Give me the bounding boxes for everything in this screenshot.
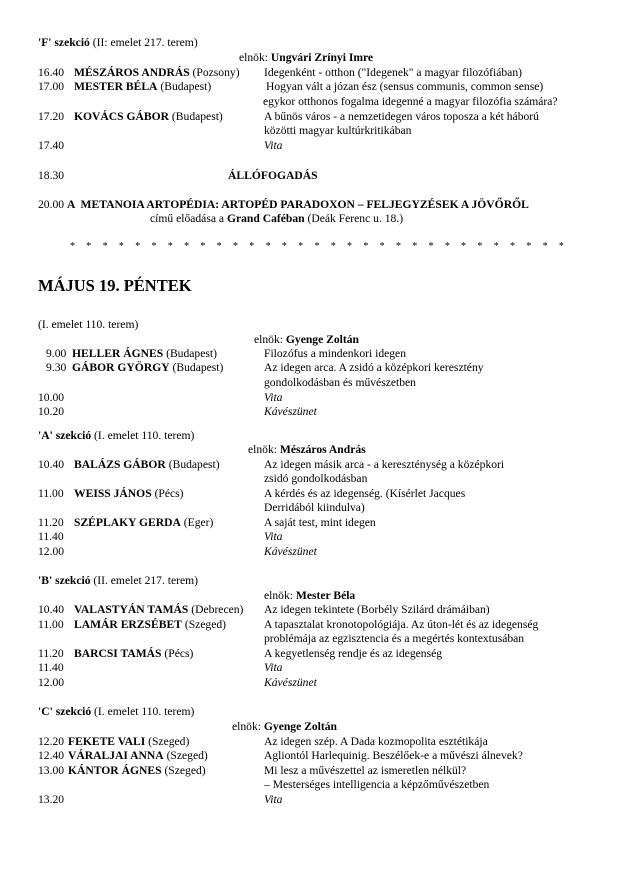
- talk-title: Hogyan vált a józan ész (sensus communis, common sense): [266, 80, 544, 93]
- day-title: MÁJUS 19. PÉNTEK: [38, 276, 192, 295]
- asterisk: *: [102, 241, 108, 252]
- talk-title-cont: zsidó gondolkodásban: [264, 472, 368, 485]
- speaker: [72, 347, 217, 361]
- time: 17.00: [38, 80, 65, 93]
- speaker-name: VÁRALJAI ANNA: [68, 749, 164, 762]
- evening-event: [38, 198, 529, 212]
- talk-title: [264, 530, 282, 544]
- time: 11.00: [38, 487, 64, 500]
- speaker: [74, 516, 213, 530]
- section-a-heading: [38, 429, 194, 443]
- asterisk: *: [379, 241, 385, 252]
- time: 10.40: [38, 458, 65, 471]
- talk-title: [264, 405, 317, 419]
- asterisk: *: [314, 241, 320, 252]
- time: 9.30: [46, 361, 67, 374]
- section-label: 'C' szekció: [38, 705, 92, 718]
- speaker: [68, 735, 189, 749]
- time: 11.20: [38, 516, 64, 529]
- asterisk: *: [167, 241, 173, 252]
- speaker-name: LAMÁR ERZSÉBET: [74, 618, 182, 631]
- time: 13.00: [38, 764, 65, 777]
- talk-title-cont: közötti magyar kultúrkritikában: [264, 124, 412, 137]
- coffee-break-label: Kávészünet: [264, 405, 317, 418]
- time: 11.40: [38, 661, 64, 674]
- talk-title: Agliontól Harlequinig. Beszélőek-e a művészi álnevek?: [264, 749, 523, 762]
- speaker-name: GÁBOR GYÖRGY: [72, 361, 170, 374]
- speaker-city: (Budapest): [171, 110, 223, 123]
- speaker-city: (Szeged): [148, 735, 190, 748]
- speaker-name: KOVÁCS GÁBOR: [74, 110, 170, 123]
- asterisk: *: [542, 241, 548, 252]
- time: 12.00: [38, 676, 65, 689]
- asterisk: *: [461, 241, 467, 252]
- evening-line-prefix: című előadása a: [150, 212, 225, 225]
- asterisk: *: [298, 241, 304, 252]
- talk-title-cont: gondolkodásban és művészetben: [264, 376, 416, 389]
- evening-venue: Grand Caféban: [226, 212, 305, 225]
- talk-title: [264, 676, 317, 690]
- talk-title: [264, 139, 282, 153]
- section-b-heading: [38, 574, 198, 588]
- chair-name: Gyenge Zoltán: [263, 720, 337, 733]
- talk-title: Filozófus a mindenkori idegen: [264, 347, 406, 360]
- time: 10.20: [38, 405, 65, 418]
- speaker-city: (Budapest): [166, 347, 217, 360]
- asterisk: *: [347, 241, 353, 252]
- asterisk: *: [184, 241, 190, 252]
- time: 16.40: [38, 66, 65, 79]
- speaker: [74, 647, 193, 661]
- time: 9.00: [46, 347, 67, 360]
- coffee-break-label: Kávészünet: [264, 676, 317, 689]
- speaker: [74, 603, 243, 617]
- section-a-chair: [248, 443, 366, 457]
- evening-venue-line: [150, 212, 403, 226]
- speaker-city: (Szeged): [184, 618, 227, 631]
- talk-title: Idegenként - otthon ("Idegenek" a magyar filozófiában): [264, 66, 522, 79]
- speaker: [72, 361, 223, 375]
- speaker: [74, 487, 184, 501]
- asterisk: *: [493, 241, 499, 252]
- section-room: (II: emelet 217. terem): [92, 36, 198, 49]
- reception-time: 18.30: [38, 169, 65, 182]
- section-f-heading: [38, 36, 198, 50]
- section-label: 'A' szekció: [38, 429, 92, 442]
- asterisk: *: [86, 241, 92, 252]
- talk-title: A saját test, mint idegen: [264, 516, 376, 529]
- speaker-city: (Eger): [183, 516, 214, 529]
- talk-title: A tapasztalat kronotopológiája. Az úton-lét és az idegenség: [264, 618, 539, 631]
- section-b-chair: [264, 589, 355, 603]
- speaker-city: (Pozsony): [192, 66, 240, 79]
- talk-title: [264, 391, 282, 405]
- time: 11.40: [38, 530, 64, 543]
- asterisk: *: [265, 241, 271, 252]
- speaker-name: BALÁZS GÁBOR: [74, 458, 166, 471]
- speaker: [74, 80, 211, 94]
- evening-time: 20.00: [38, 198, 65, 211]
- section-label: 'B' szekció: [38, 574, 91, 587]
- asterisk: *: [510, 241, 516, 252]
- talk-title: [264, 661, 282, 675]
- talk-title: [264, 545, 317, 559]
- asterisk: *: [558, 241, 564, 252]
- speaker: [74, 66, 240, 80]
- speaker: [74, 458, 220, 472]
- talk-title: A kegyetlenség rendje és az idegenség: [264, 647, 443, 660]
- chair-name: Gyenge Zoltán: [285, 333, 359, 346]
- talk-title: [264, 793, 282, 807]
- talk-title-cont: – Mesterséges intelligencia a képzőművészetben: [264, 778, 490, 791]
- speaker-name: WEISS JÁNOS: [74, 487, 152, 500]
- speaker-city: (Budapest): [168, 458, 220, 471]
- time: 11.20: [38, 647, 64, 660]
- section-c-heading: [38, 705, 194, 719]
- time: 17.40: [38, 139, 65, 152]
- asterisk: *: [232, 241, 238, 252]
- asterisk: *: [395, 241, 401, 252]
- chair-label: elnök:: [239, 51, 268, 64]
- speaker-name: MÉSZÁROS ANDRÁS: [74, 66, 190, 79]
- speaker-name: SZÉPLAKY GERDA: [74, 516, 181, 529]
- section-c-chair: [232, 720, 337, 734]
- time: 12.00: [38, 545, 65, 558]
- talk-title: Az idegen másik arca - a kereszténység a középkori: [264, 458, 505, 471]
- evening-title: A METANOIA ARTOPÉDIA: ARTOPÉD PARADOXON – FELJEGYZÉSEK A JÖVŐRŐL: [67, 198, 529, 211]
- asterisk: *: [118, 241, 124, 252]
- speaker-city: (Budapest): [160, 80, 212, 93]
- asterisk: *: [70, 241, 75, 252]
- reception-text: ÁLLÓFOGADÁS: [228, 169, 318, 182]
- asterisk: *: [363, 241, 369, 252]
- speaker-name: HELLER ÁGNES: [72, 347, 164, 360]
- asterisk: *: [216, 241, 222, 252]
- plenary-room: (I. emelet 110. terem): [38, 318, 139, 331]
- time: 12.20: [38, 735, 65, 748]
- talk-title: Az idegen arca. A zsidó a középkori keresztény: [264, 361, 484, 374]
- asterisk: *: [477, 241, 483, 252]
- time: 10.00: [38, 391, 65, 404]
- chair-label: elnök:: [264, 589, 293, 602]
- time: 17.20: [38, 110, 65, 123]
- asterisk: *: [330, 241, 336, 252]
- section-room: (I. emelet 110. terem): [94, 429, 195, 442]
- chair-name: Ungvári Zrínyi Imre: [270, 51, 374, 64]
- speaker-city: (Szeged): [166, 749, 208, 762]
- coffee-break-label: Kávészünet: [264, 545, 317, 558]
- speaker: [74, 618, 226, 632]
- speaker-name: MESTER BÉLA: [74, 80, 158, 93]
- vita-label: Vita: [264, 391, 283, 404]
- chair-label: elnök:: [248, 443, 277, 456]
- speaker-city: (Pécs): [164, 647, 194, 660]
- asterisk: *: [200, 241, 206, 252]
- talk-title: A bűnös város - a nemzetidegen város toposza a két háború: [264, 110, 539, 123]
- vita-label: Vita: [264, 530, 283, 543]
- talk-title: Az idegen tekintete (Borbély Szilárd drámáiban): [264, 603, 490, 616]
- chair-label: elnök:: [254, 333, 283, 346]
- speaker: [68, 749, 208, 763]
- vita-label: Vita: [264, 139, 283, 152]
- reception-label: [228, 169, 318, 183]
- talk-title-cont: problémája az egzisztencia és a megértés kontextusában: [264, 632, 525, 645]
- time: 13.20: [38, 793, 65, 806]
- speaker: [74, 110, 223, 124]
- talk-title: A kérdés és az idegenség. (Kísérlet Jacques: [264, 487, 466, 500]
- speaker-city: (Pécs): [154, 487, 184, 500]
- evening-address: (Deák Ferenc u. 18.): [307, 212, 404, 225]
- asterisk-divider: [70, 240, 575, 254]
- time: 10.40: [38, 603, 65, 616]
- asterisk: *: [444, 241, 450, 252]
- speaker-name: FEKETE VALI: [68, 735, 146, 748]
- chair-name: Mészáros András: [279, 443, 366, 456]
- asterisk: *: [135, 241, 141, 252]
- speaker-name: KÁNTOR ÁGNES: [68, 764, 162, 777]
- asterisk: *: [412, 241, 418, 252]
- talk-title-cont: egykor otthonos fogalma idegenné a magyar filozófia számára?: [263, 95, 558, 108]
- talk-title: Mi lesz a művészettel az ismeretlen nélkül?: [264, 764, 467, 777]
- speaker-name: VALASTYÁN TAMÁS: [74, 603, 189, 616]
- talk-title-cont: Derridából kiindulva): [264, 501, 365, 514]
- section-label: 'F' szekció: [38, 36, 90, 49]
- speaker-name: BARCSI TAMÁS: [74, 647, 162, 660]
- plenary-chair: [254, 333, 359, 347]
- section-room: (I. emelet 110. terem): [94, 705, 195, 718]
- chair-label: elnök:: [232, 720, 261, 733]
- speaker-city: (Szeged): [164, 764, 206, 777]
- section-room: (II. emelet 217. terem): [93, 574, 199, 587]
- asterisk: *: [526, 241, 532, 252]
- time: 12.40: [38, 749, 65, 762]
- chair-name: Mester Béla: [295, 589, 356, 602]
- vita-label: Vita: [264, 661, 283, 674]
- speaker-city: (Budapest): [172, 361, 224, 374]
- talk-title: Az idegen szép. A Dada kozmopolita esztétikája: [264, 735, 488, 748]
- section-f-chair: [239, 51, 373, 65]
- asterisk: *: [281, 241, 287, 252]
- speaker: [68, 764, 206, 778]
- vita-label: Vita: [264, 793, 283, 806]
- time: 11.00: [38, 618, 64, 631]
- asterisk: *: [428, 241, 434, 252]
- asterisk: *: [151, 241, 157, 252]
- speaker-city: (Debrecen): [191, 603, 244, 616]
- asterisk: *: [249, 241, 255, 252]
